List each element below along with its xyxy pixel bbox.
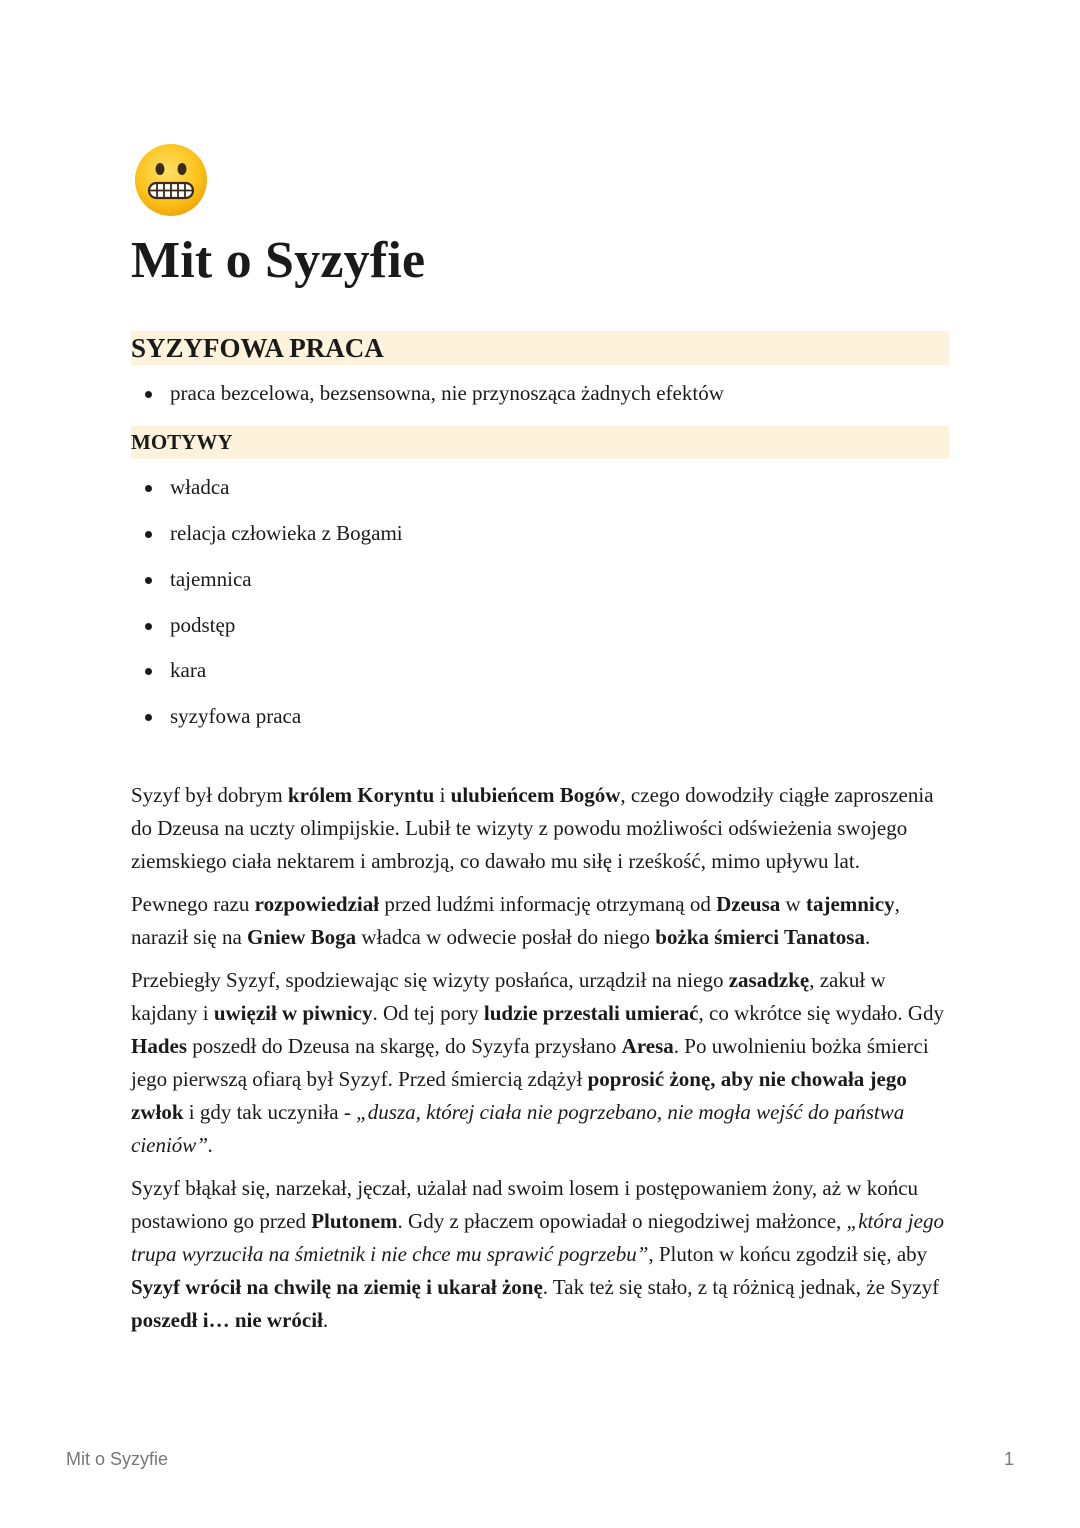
text-run: , naraził się na: [131, 892, 900, 950]
text-run: . Tak też się stało, z tą różnicą jednak, że Syzyf: [542, 1275, 940, 1300]
bold-text: Plutonem: [311, 1209, 398, 1234]
text-run: i gdy tak uczyniła -: [183, 1100, 357, 1125]
paragraph: [131, 888, 949, 954]
story-body: [131, 779, 949, 1337]
bold-text: Gniew Boga: [247, 925, 357, 950]
bold-text: Dzeusa: [716, 892, 781, 917]
bold-text: ulubieńcem Bogów: [450, 783, 621, 808]
list-item: praca bezcelowa, bezsensowna, nie przynosząca żadnych efektów: [131, 379, 949, 408]
text-run: przed ludźmi informację otrzymaną od: [379, 892, 717, 917]
text-run: Syzyf był dobrym: [131, 783, 288, 808]
bold-text: rozpowiedział: [254, 892, 380, 917]
text-run: . Gdy z płaczem opowiadał o niegodziwej małżonce,: [397, 1209, 847, 1234]
text-run: poszedł do Dzeusa na skargę, do Syzyfa przysłano: [187, 1034, 622, 1059]
text-run: . Po uwolnieniu bożka śmierci jego pierwszą ofiarą był Syzyf. Przed śmiercią zdążył: [131, 1034, 929, 1092]
text-run: , Pluton w końcu zgodził się, aby: [648, 1242, 928, 1267]
text-run: i: [434, 783, 451, 808]
text-run: Pewnego razu: [131, 892, 255, 917]
bold-text: Hades: [131, 1034, 188, 1059]
text-run: Przebiegły Syzyf, spodziewając się wizyty posłańca, urządził na niego: [131, 968, 729, 993]
text-run: .: [322, 1308, 329, 1333]
section-heading-syzyfowa-praca: SYZYFOWA PRACA: [131, 331, 949, 365]
italic-quote: „która jego trupa wyrzuciła na śmietnik i nie chce mu sprawić pogrzebu”: [131, 1209, 944, 1267]
paragraph: [131, 964, 949, 1162]
bold-text: uwięził w piwnicy: [213, 1001, 373, 1026]
footer-document-name: Mit o Syzyfie: [66, 1449, 169, 1469]
text-run: , czego dowodziły ciągłe zaproszenia do Dzeusa na uczty olimpijskie. Lubił te wizyty z powodu możliwości odświeżenia swojego ziemskiego ciała nektarem i ambrozją, co dawało mu siłę i rześkość, mimo upływu lat.: [131, 783, 934, 874]
text-run: .: [864, 925, 871, 950]
text-run: władca w odwecie posłał do niego: [356, 925, 656, 950]
page-title: Mit o Syzyfie: [131, 232, 426, 289]
text-run: , zakuł w kajdany i: [131, 968, 886, 1026]
list-item: syzyfowa praca: [131, 702, 949, 731]
bold-text: Syzyf wrócił na chwilę na ziemię i ukarał żonę: [131, 1275, 543, 1300]
text-run: w: [780, 892, 806, 917]
italic-quote: „dusza, której ciała nie pogrzebano, nie mogła wejść do państwa cieniów”.: [131, 1100, 905, 1158]
section-heading-motywy: MOTYWY: [131, 426, 949, 459]
paragraph: [131, 779, 949, 878]
footer-page-number: 1: [1003, 1449, 1014, 1469]
text-run: , co wkrótce się wydało. Gdy: [698, 1001, 945, 1026]
motifs-list: [131, 473, 949, 731]
bold-text: poprosić żonę, aby nie chowała jego zwłok: [131, 1067, 907, 1125]
bold-text: królem Koryntu: [287, 783, 435, 808]
definition-list: [131, 379, 949, 408]
bold-text: poszedł i… nie wrócił: [131, 1308, 323, 1333]
bold-text: ludzie przestali umierać: [483, 1001, 699, 1026]
list-item: kara: [131, 656, 949, 685]
bold-text: Aresa: [621, 1034, 674, 1059]
bold-text: bożka śmierci Tanatosa: [655, 925, 865, 950]
document-page: [131, 142, 949, 1347]
grimacing-face-icon: [133, 142, 209, 218]
bold-text: zasadzkę: [728, 968, 810, 993]
paragraph: [131, 1172, 949, 1337]
text-run: . Od tej pory: [372, 1001, 484, 1026]
text-run: Syzyf błąkał się, narzekał, jęczał, użalał nad swoim losem i postępowaniem żony, aż w końcu postawiono go przed: [131, 1176, 919, 1234]
list-item: podstęp: [131, 611, 949, 640]
list-item: władca: [131, 473, 949, 502]
list-item: tajemnica: [131, 565, 949, 594]
bold-text: tajemnicy: [805, 892, 895, 917]
list-item: relacja człowieka z Bogami: [131, 519, 949, 548]
